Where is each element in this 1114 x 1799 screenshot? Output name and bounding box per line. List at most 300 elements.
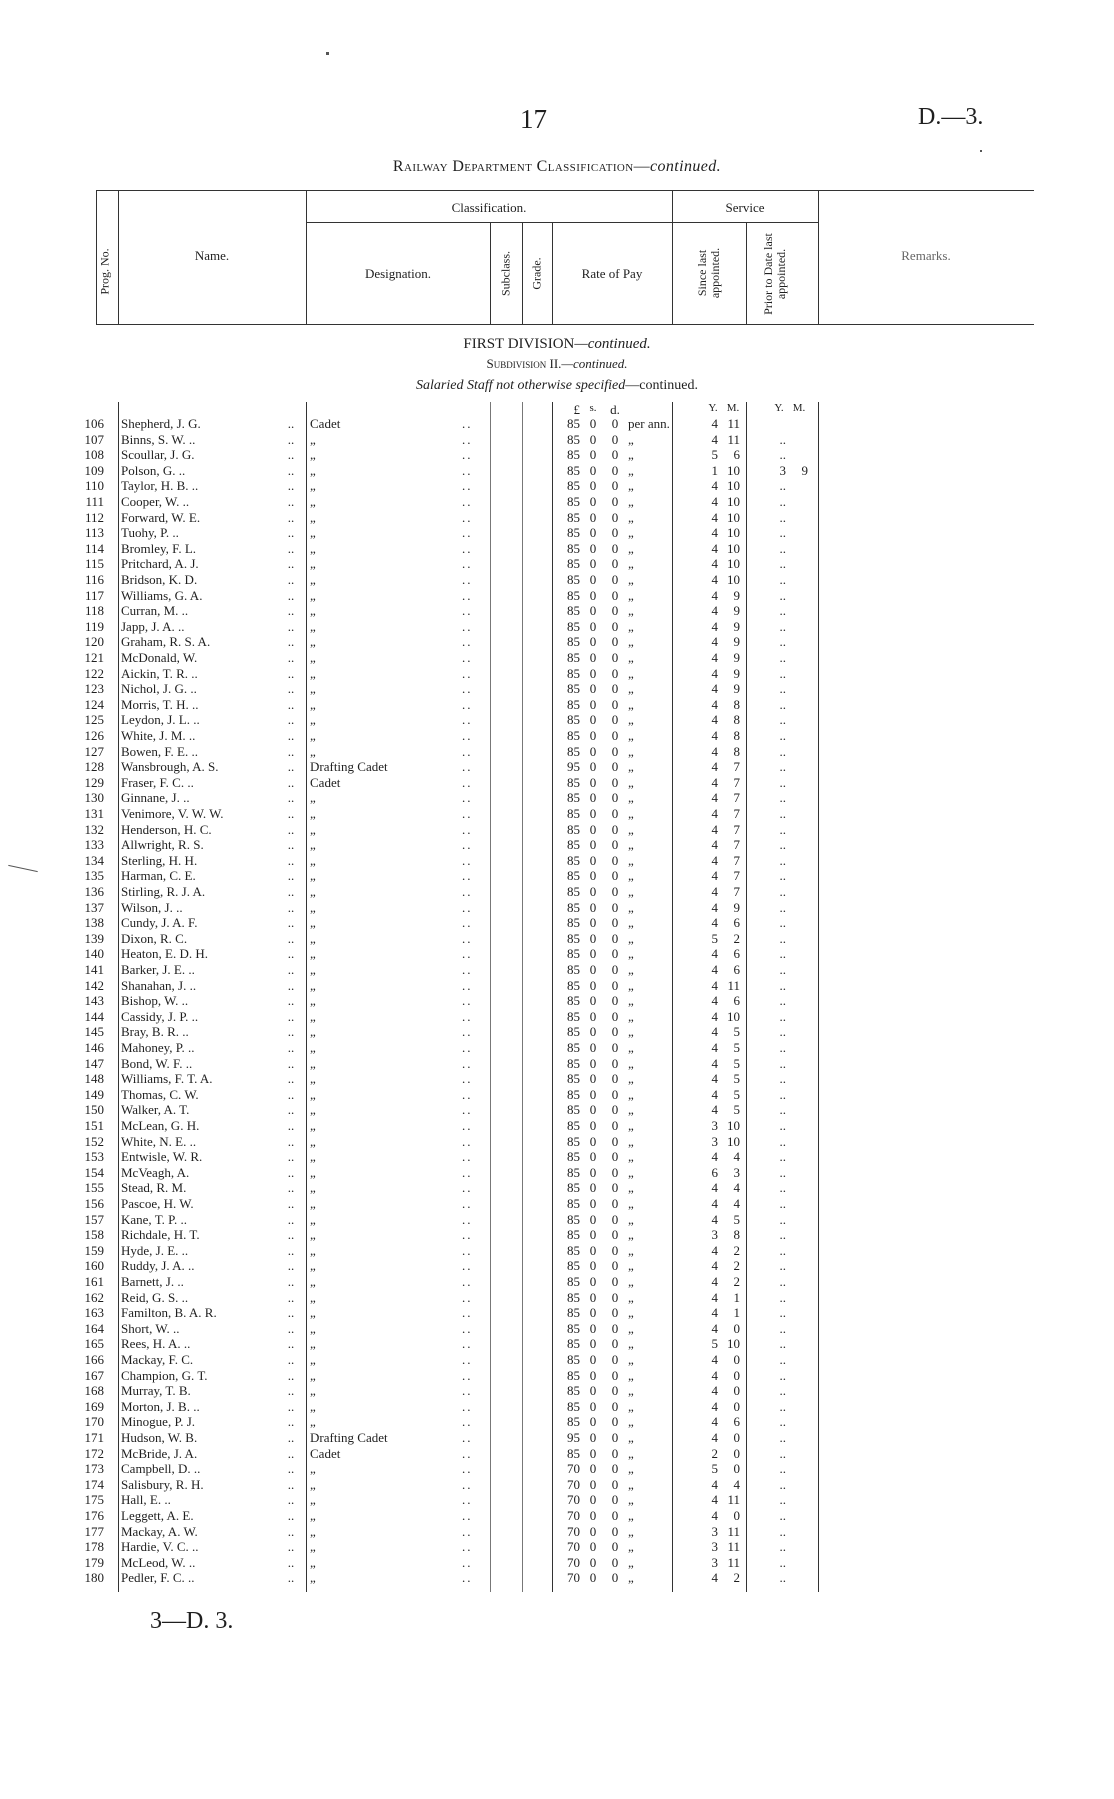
leader-dots: .. [287, 946, 295, 962]
prior-years-cell: .. [779, 696, 786, 712]
service-months-cell: 4 [733, 1180, 740, 1196]
leader-dots: .. [287, 759, 295, 775]
pay-pounds-cell: 85 [567, 696, 580, 712]
pay-pounds-cell: 85 [567, 447, 580, 463]
service-months-cell: 11 [727, 1492, 740, 1508]
prior-years-cell: .. [779, 1320, 786, 1336]
pay-pence-cell: 0 [611, 1570, 619, 1586]
name-cell: Morris, T. H. .. [121, 696, 199, 712]
leader-dots: .. [462, 743, 473, 759]
prog-no-cell: 129 [84, 774, 104, 790]
pay-shillings-cell: 0 [589, 665, 597, 681]
leader-dots: .. [462, 572, 473, 587]
leader-dots: .. [462, 416, 473, 431]
header-prog-no: Prog. No. [97, 248, 112, 295]
pay-shillings-cell: 0 [589, 868, 597, 884]
service-years-cell: 4 [711, 1196, 718, 1211]
table-row [0, 494, 1114, 510]
division-heading [0, 336, 1114, 353]
service-months-cell: 9 [733, 618, 740, 634]
pay-pence-cell: 0 [611, 1523, 619, 1539]
service-years-cell: 3 [711, 1554, 718, 1570]
page-number: 17 [520, 104, 547, 134]
prog-no-cell: 152 [84, 1133, 104, 1149]
pay-shillings-cell: 0 [589, 1305, 597, 1321]
pay-pence-cell: 0 [611, 790, 619, 806]
pay-pounds-cell: 70 [567, 1476, 580, 1492]
name-cell: Bridson, K. D. [121, 572, 198, 587]
pay-shillings-cell: 0 [589, 696, 597, 712]
pay-period-cell: „ [628, 1196, 634, 1211]
pay-pence-cell: 0 [611, 1492, 619, 1508]
service-years-cell: 4 [711, 1414, 718, 1430]
service-months-cell: 6 [733, 447, 740, 463]
service-months-cell: 5 [733, 1102, 740, 1118]
pay-period-cell: „ [628, 1055, 634, 1071]
leader-dots: .. [462, 993, 473, 1009]
pay-shillings-cell: 0 [589, 556, 597, 572]
service-months-cell: 6 [733, 962, 740, 977]
pay-shillings-cell: 0 [589, 1398, 597, 1414]
prior-years-cell: .. [779, 977, 786, 993]
service-years-cell: 4 [711, 977, 718, 993]
pay-shillings-cell: 0 [589, 852, 597, 868]
pay-period-cell: „ [628, 587, 634, 603]
pay-shillings-cell: 0 [589, 1258, 597, 1274]
table-row [0, 1555, 1114, 1571]
designation-cell: „ [310, 1367, 316, 1383]
pay-shillings-cell: 0 [589, 1086, 597, 1102]
leader-dots: .. [287, 884, 295, 899]
pay-period-cell: „ [628, 1320, 634, 1336]
pay-period-cell: „ [628, 977, 634, 993]
prior-years-cell: .. [779, 1476, 786, 1492]
prior-years-cell: .. [779, 1118, 786, 1133]
prog-no-cell: 115 [84, 556, 104, 572]
pay-shillings-cell: 0 [589, 447, 597, 463]
prior-years-cell: .. [779, 1289, 786, 1305]
pay-pounds-cell: 85 [567, 946, 580, 962]
pay-shillings-cell: 0 [589, 587, 597, 603]
service-months-cell: 11 [727, 1554, 740, 1570]
prior-years-cell: .. [779, 1227, 786, 1243]
leader-dots: .. [287, 587, 295, 603]
pay-period-cell: „ [628, 665, 634, 681]
leader-dots: .. [287, 650, 295, 665]
service-months-cell: 2 [733, 1274, 740, 1289]
prior-years-cell: .. [779, 1040, 786, 1055]
pay-period-cell: „ [628, 1164, 634, 1180]
service-years-cell: 4 [711, 1320, 718, 1336]
table-row [0, 1149, 1114, 1165]
table-row [0, 884, 1114, 900]
service-years-cell: 3 [711, 1133, 718, 1149]
pay-shillings-cell: 0 [589, 572, 597, 587]
prior-years-cell: .. [779, 962, 786, 977]
prior-years-cell: .. [779, 712, 786, 728]
pay-shillings-cell: 0 [589, 1133, 597, 1149]
table-row [0, 1196, 1114, 1212]
prior-years-cell: .. [779, 509, 786, 525]
pay-pence-cell: 0 [611, 1242, 619, 1258]
pay-shillings-cell: 0 [589, 1336, 597, 1352]
service-years-cell: 4 [711, 603, 718, 619]
service-months-cell: 10 [727, 572, 740, 587]
pay-pence-cell: 0 [611, 1008, 619, 1024]
pay-pence-cell: 0 [611, 494, 619, 509]
service-months-cell: 0 [733, 1461, 740, 1477]
service-years-cell: 4 [711, 1008, 718, 1024]
leader-dots: .. [462, 915, 473, 931]
header-subclass: Subclass. [498, 251, 513, 296]
prog-no-cell: 122 [84, 665, 104, 681]
service-years-cell: 4 [711, 743, 718, 759]
service-months-cell: 9 [733, 634, 740, 650]
prog-no-cell: 146 [84, 1040, 104, 1055]
pay-period-cell: „ [628, 1476, 634, 1492]
pay-pence-cell: 0 [611, 1164, 619, 1180]
pay-pounds-cell: 85 [567, 899, 580, 915]
leader-dots: .. [287, 1149, 295, 1165]
name-cell: Mahoney, P. .. [121, 1040, 195, 1055]
pay-shillings-cell: 0 [589, 899, 597, 915]
pay-pence-cell: 0 [611, 1445, 619, 1461]
pay-period-cell: „ [628, 650, 634, 665]
pay-pounds-cell: 85 [567, 618, 580, 634]
leader-dots: .. [462, 930, 473, 946]
service-months-cell: 2 [733, 1258, 740, 1274]
name-cell: Barnett, J. .. [121, 1274, 184, 1289]
leader-dots: .. [287, 603, 295, 619]
service-months-cell: 10 [727, 556, 740, 572]
pay-pounds-cell: 85 [567, 587, 580, 603]
service-years-cell: 3 [711, 1539, 718, 1555]
pay-pence-cell: 0 [611, 728, 619, 743]
name-cell: Salisbury, R. H. [121, 1476, 204, 1492]
service-years-cell: 4 [711, 1570, 718, 1586]
designation-cell: „ [310, 556, 316, 572]
prog-no-cell: 130 [84, 790, 104, 806]
service-months-cell: 1 [733, 1289, 740, 1305]
pay-shillings-cell: 0 [589, 1492, 597, 1508]
service-years-cell: 4 [711, 1211, 718, 1227]
leader-dots: .. [287, 852, 295, 868]
pay-period-cell: „ [628, 1289, 634, 1305]
service-months-cell: 8 [733, 696, 740, 712]
column-header-table [0, 190, 1114, 330]
leader-dots: .. [287, 1320, 295, 1336]
service-months-cell: 0 [733, 1445, 740, 1461]
table-row [0, 510, 1114, 526]
pay-shillings-cell: 0 [589, 1320, 597, 1336]
prior-years-cell: .. [779, 993, 786, 1009]
prog-no-cell: 116 [84, 572, 104, 587]
name-cell: Hudson, W. B. [121, 1430, 198, 1445]
table-row [0, 1305, 1114, 1321]
pay-shillings-cell: 0 [589, 774, 597, 790]
pay-period-cell: „ [628, 712, 634, 728]
table-row [0, 728, 1114, 744]
leader-dots: .. [462, 556, 473, 572]
pay-pounds-cell: 85 [567, 603, 580, 619]
name-cell: Cundy, J. A. F. [121, 915, 198, 931]
prior-years-cell: .. [779, 572, 786, 587]
name-cell: Scoullar, J. G. [121, 447, 195, 463]
prog-no-cell: 138 [84, 915, 104, 931]
pay-pence-cell: 0 [611, 1289, 619, 1305]
name-cell: Hardie, V. C. .. [121, 1539, 199, 1555]
service-years-cell: 4 [711, 494, 718, 509]
pay-period-cell: „ [628, 759, 634, 775]
prior-years-cell: .. [779, 1398, 786, 1414]
prior-years-cell: .. [779, 852, 786, 868]
pay-pence-cell: 0 [611, 1086, 619, 1102]
pay-pence-cell: 0 [611, 681, 619, 697]
service-years-cell: 4 [711, 712, 718, 728]
service-months-cell: 0 [733, 1383, 740, 1399]
prior-years-cell: .. [779, 681, 786, 697]
designation-cell: „ [310, 509, 316, 525]
service-months-cell: 5 [733, 1055, 740, 1071]
leader-dots: .. [462, 946, 473, 962]
designation-cell: „ [310, 650, 316, 665]
table-row [0, 697, 1114, 713]
table-row [0, 1024, 1114, 1040]
prog-no-cell: 158 [84, 1227, 104, 1243]
pay-pence-cell: 0 [611, 1398, 619, 1414]
pay-shillings-cell: 0 [589, 1430, 597, 1445]
name-cell: Richdale, H. T. [121, 1227, 200, 1243]
service-months-cell: 6 [733, 1414, 740, 1430]
pay-period-cell: „ [628, 1445, 634, 1461]
table-row [0, 463, 1114, 479]
unit-pence: d. [610, 402, 620, 417]
service-years-cell: 4 [711, 1102, 718, 1118]
pay-pence-cell: 0 [611, 915, 619, 931]
pay-shillings-cell: 0 [589, 1227, 597, 1243]
service-years-cell: 4 [711, 1383, 718, 1399]
subdivision-title: Subdivision II. [486, 356, 562, 371]
pay-pence-cell: 0 [611, 1071, 619, 1087]
prog-no-cell: 167 [84, 1367, 104, 1383]
prog-no-cell: 171 [84, 1430, 104, 1445]
leader-dots: .. [462, 634, 473, 650]
pay-shillings-cell: 0 [589, 1102, 597, 1118]
pay-pounds-cell: 85 [567, 540, 580, 556]
service-months-cell: 0 [733, 1508, 740, 1523]
prog-no-cell: 175 [84, 1492, 104, 1508]
subdivision-continued: —continued. [561, 356, 628, 371]
pay-pence-cell: 0 [611, 743, 619, 759]
pay-shillings-cell: 0 [589, 1352, 597, 1367]
prog-no-cell: 121 [84, 650, 104, 665]
prog-no-cell: 139 [84, 930, 104, 946]
pay-pounds-cell: 85 [567, 556, 580, 572]
service-years-cell: 4 [711, 1071, 718, 1087]
leader-dots: .. [462, 1242, 473, 1258]
designation-cell: Cadet [310, 1445, 341, 1461]
designation-cell: „ [310, 1383, 316, 1399]
name-cell: Venimore, V. W. W. [121, 806, 224, 821]
header-border [746, 222, 747, 324]
prior-years-cell: .. [779, 806, 786, 821]
pay-shillings-cell: 0 [589, 1476, 597, 1492]
leader-dots: .. [287, 1539, 295, 1555]
table-row [0, 634, 1114, 650]
prior-years-cell: .. [779, 1149, 786, 1165]
header-border [522, 222, 523, 324]
leader-dots: .. [287, 1554, 295, 1570]
prior-years-cell: .. [779, 431, 786, 447]
pay-pounds-cell: 70 [567, 1492, 580, 1508]
prog-no-cell: 109 [84, 462, 104, 478]
pay-shillings-cell: 0 [589, 1523, 597, 1539]
designation-cell: „ [310, 1196, 316, 1211]
prior-years-cell: 3 [779, 462, 786, 478]
leader-dots: .. [287, 1492, 295, 1508]
leader-dots: .. [287, 1024, 295, 1040]
pay-pence-cell: 0 [611, 1367, 619, 1383]
pay-shillings-cell: 0 [589, 681, 597, 697]
leader-dots: .. [287, 634, 295, 650]
pay-pence-cell: 0 [611, 572, 619, 587]
leader-dots: .. [287, 1008, 295, 1024]
designation-cell: „ [310, 494, 316, 509]
designation-cell: „ [310, 993, 316, 1009]
service-months-cell: 7 [733, 759, 740, 775]
prior-years-cell: .. [779, 587, 786, 603]
name-cell: Cassidy, J. P. .. [121, 1008, 199, 1024]
leader-dots: .. [287, 806, 295, 821]
leader-dots: .. [462, 899, 473, 915]
pay-pounds-cell: 85 [567, 1336, 580, 1352]
leader-dots: .. [462, 1367, 473, 1383]
leader-dots: .. [287, 1476, 295, 1492]
designation-cell: „ [310, 1071, 316, 1087]
pay-pence-cell: 0 [611, 1102, 619, 1118]
designation-cell: „ [310, 852, 316, 868]
table-row [0, 1368, 1114, 1384]
designation-cell: Drafting Cadet [310, 1430, 388, 1445]
pay-pence-cell: 0 [611, 1258, 619, 1274]
service-years-cell: 4 [711, 806, 718, 821]
service-months-cell: 2 [733, 1570, 740, 1586]
leader-dots: .. [462, 1336, 473, 1352]
name-cell: Mackay, F. C. [121, 1352, 194, 1367]
pay-period-cell: „ [628, 1227, 634, 1243]
pay-period-cell: „ [628, 1086, 634, 1102]
pay-pence-cell: 0 [611, 416, 619, 431]
prog-no-cell: 163 [84, 1305, 104, 1321]
leader-dots: .. [287, 462, 295, 478]
unit-months: M. [726, 402, 740, 414]
service-years-cell: 4 [711, 759, 718, 775]
leader-dots: .. [462, 1055, 473, 1071]
prog-no-cell: 123 [84, 681, 104, 697]
service-years-cell: 4 [711, 556, 718, 572]
name-cell: Williams, F. T. A. [121, 1071, 213, 1087]
leader-dots: .. [462, 1008, 473, 1024]
service-years-cell: 2 [711, 1445, 718, 1461]
designation-cell: „ [310, 1336, 316, 1352]
name-cell: Harman, C. E. [121, 868, 196, 884]
pay-period-cell: „ [628, 1040, 634, 1055]
pay-pence-cell: 0 [611, 946, 619, 962]
pay-pounds-cell: 85 [567, 650, 580, 665]
pay-period-cell: „ [628, 1352, 634, 1367]
service-years-cell: 5 [711, 1336, 718, 1352]
pay-pence-cell: 0 [611, 540, 619, 556]
table-row [0, 416, 1114, 432]
pay-pounds-cell: 85 [567, 494, 580, 509]
table-row [0, 790, 1114, 806]
service-years-cell: 4 [711, 884, 718, 899]
pay-pence-cell: 0 [611, 525, 619, 541]
prog-no-cell: 106 [84, 416, 104, 431]
table-row [0, 666, 1114, 682]
service-years-cell: 4 [711, 728, 718, 743]
prog-no-cell: 154 [84, 1164, 104, 1180]
name-cell: Heaton, E. D. H. [121, 946, 209, 962]
pay-period-cell: „ [628, 1523, 634, 1539]
pay-pence-cell: 0 [611, 1461, 619, 1477]
service-months-cell: 5 [733, 1071, 740, 1087]
prog-no-cell: 176 [84, 1508, 104, 1523]
pay-pence-cell: 0 [611, 1211, 619, 1227]
designation-cell: „ [310, 462, 316, 478]
prior-years-cell: .. [779, 1554, 786, 1570]
table-row [0, 681, 1114, 697]
leader-dots: .. [462, 1164, 473, 1180]
leader-dots: .. [462, 462, 473, 478]
leader-dots: .. [462, 712, 473, 728]
name-cell: Shepherd, J. G. [121, 416, 201, 431]
designation-cell: „ [310, 572, 316, 587]
pay-pounds-cell: 85 [567, 868, 580, 884]
prog-no-cell: 145 [84, 1024, 104, 1040]
leader-dots: .. [287, 930, 295, 946]
prog-no-cell: 172 [84, 1445, 104, 1461]
service-months-cell: 7 [733, 790, 740, 806]
pay-period-cell: „ [628, 1149, 634, 1165]
prior-years-cell: .. [779, 1336, 786, 1352]
service-months-cell: 8 [733, 712, 740, 728]
prog-no-cell: 144 [84, 1008, 104, 1024]
prior-years-cell: .. [779, 1242, 786, 1258]
service-years-cell: 4 [711, 1258, 718, 1274]
designation-cell: „ [310, 712, 316, 728]
pay-period-cell: „ [628, 494, 634, 509]
pay-pence-cell: 0 [611, 977, 619, 993]
prog-no-cell: 166 [84, 1352, 104, 1367]
leader-dots: .. [462, 431, 473, 447]
running-title [0, 158, 1114, 176]
prog-no-cell: 168 [84, 1383, 104, 1399]
service-months-cell: 7 [733, 774, 740, 790]
service-months-cell: 11 [727, 431, 740, 447]
designation-cell: „ [310, 525, 316, 541]
pay-pence-cell: 0 [611, 774, 619, 790]
prior-years-cell: .. [779, 650, 786, 665]
prog-no-cell: 160 [84, 1258, 104, 1274]
unit-pound: £ [573, 402, 580, 417]
prog-no-cell: 162 [84, 1289, 104, 1305]
leader-dots: .. [287, 1367, 295, 1383]
pay-period-cell: „ [628, 1430, 634, 1445]
designation-cell: „ [310, 1040, 316, 1055]
prior-years-cell: .. [779, 540, 786, 556]
service-years-cell: 4 [711, 1055, 718, 1071]
